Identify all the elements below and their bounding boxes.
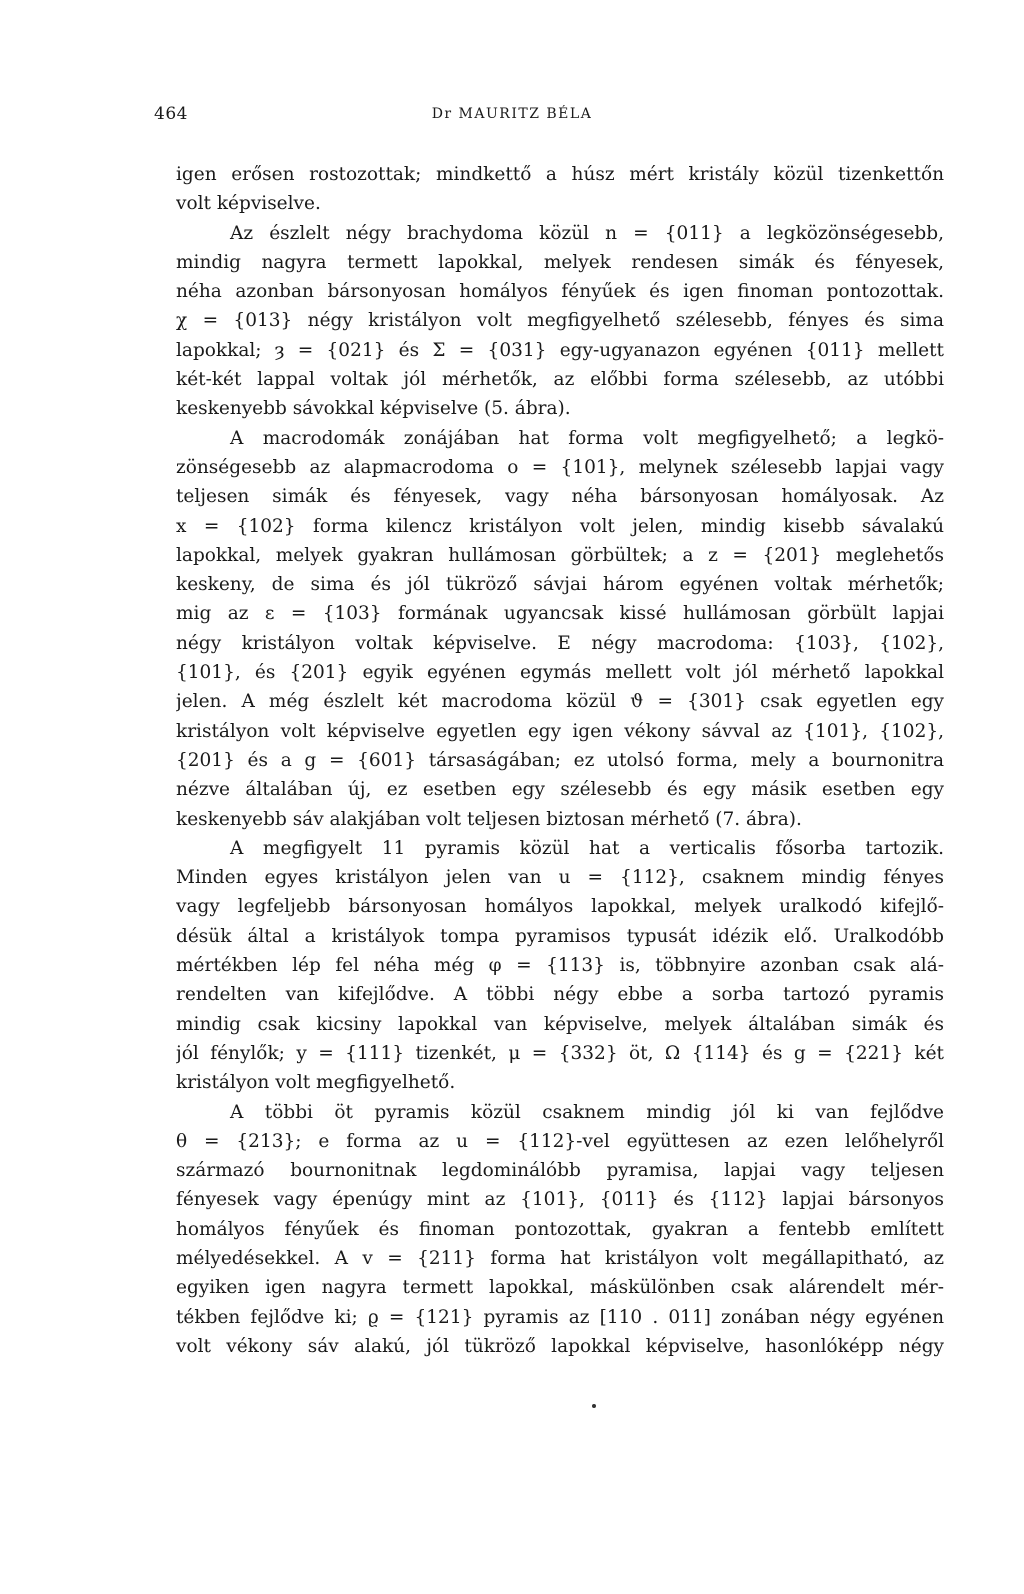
text-line: néha azonban bársonyosan homályos fényűek és igen finoman pontozottak. xyxy=(176,281,944,303)
text-line: keskenyebb sávokkal képviselve (5. ábra). xyxy=(176,398,571,420)
text-line: A megfigyelt 11 pyramis közül hat a verticalis fősorba tartozik. xyxy=(230,837,944,859)
text-line: désük által a kristályok tompa pyramisos typusát idézik elő. Uralkodóbb xyxy=(176,925,944,947)
text-line: rendelten van kifejlődve. A többi négy ebbe a sorba tartozó pyramis xyxy=(176,984,944,1006)
text-line: A macrodomák zonájában hat forma volt megfigyelhető; a legkö- xyxy=(230,427,944,449)
text-line: volt vékony sáv alakú, jól tükröző lapokkal képviselve, hasonlóképp négy xyxy=(176,1335,944,1357)
text-line: nézve általában új, ez esetben egy szélesebb és egy másik esetben egy xyxy=(176,779,944,801)
text-line: lapokkal; ȝ = {021} és Σ = {031} egy-ugyanazon egyénen {011} mellett xyxy=(176,339,944,361)
text-line: Az észlelt négy brachydoma közül n = {011} a legközönségesebb, xyxy=(230,222,944,244)
text-line: θ = {213}; e forma az u = {112}-vel együttesen az ezen lelőhelyről xyxy=(176,1130,944,1152)
text-line: keskenyebb sáv alakjában volt teljesen biztosan mérhető (7. ábra). xyxy=(176,808,802,830)
text-line: χ = {013} négy kristályon volt megfigyelhető szélesebb, fényes és sima xyxy=(176,310,944,332)
text-line: homályos fényűek és finoman pontozottak, gyakran a fentebb említett xyxy=(176,1218,944,1240)
text-line: négy kristályon voltak képviselve. E négy macrodoma: {103}, {102}, xyxy=(176,632,944,654)
text-line: igen erősen rostozottak; mindkettő a húsz mért kristály közül tizenkettőn xyxy=(176,164,944,185)
page-header xyxy=(0,104,1024,128)
text-line: fényesek vagy épenúgy mint az {101}, {011} és {112} lapjai bársonyos xyxy=(176,1189,944,1211)
text-line: mélyedésekkel. A v = {211} forma hat kristályon volt megállapitható, az xyxy=(176,1247,944,1269)
text-line: vagy legfeljebb bársonyosan homályos lapokkal, melyek uralkodó kifejlő- xyxy=(176,896,944,918)
page-number: 464 xyxy=(154,104,188,124)
text-line: volt képviselve. xyxy=(176,193,321,215)
text-line: két-két lappal voltak jól mérhetők, az előbbi forma szélesebb, az utóbbi xyxy=(176,369,944,391)
text-line: lapokkal, melyek gyakran hullámosan görbültek; a z = {201} meglehetős xyxy=(176,544,944,566)
text-line: mindig nagyra termett lapokkal, melyek rendesen simák és fényesek, xyxy=(176,251,944,273)
running-head: Dr MAURITZ BÉLA xyxy=(431,106,593,122)
text-line: x = {102} forma kilencz kristályon volt jelen, mindig kisebb sávalakú xyxy=(176,515,944,537)
text-line: keskeny, de sima és jól tükröző sávjai három egyénen voltak mérhetők; xyxy=(176,574,944,596)
text-line: jelen. A még észlelt két macrodoma közül ϑ = {301} csak egyetlen egy xyxy=(176,691,944,713)
text-line: {101}, és {201} egyik egyénen egymás mellett volt jól mérhető lapokkal xyxy=(176,662,944,684)
text-line: A többi öt pyramis közül csaknem mindig jól ki van fejlődve xyxy=(230,1101,944,1123)
text-line: jól fénylők; y = {111} tizenkét, μ = {332} öt, Ω {114} és g = {221} két xyxy=(176,1042,944,1064)
text-line: egyiken igen nagyra termett lapokkal, máskülönben csak alárendelt mér- xyxy=(176,1277,944,1299)
text-line: {201} és a g = {601} társaságában; ez utolsó forma, mely a bournonitra xyxy=(176,749,944,771)
text-line: zönségesebb az alapmacrodoma o = {101}, melynek szélesebb lapjai vagy xyxy=(176,456,944,478)
text-line: mindig csak kicsiny lapokkal van képviselve, melyek általában simák és xyxy=(176,1013,944,1035)
text-line: származó bournonitnak legdominálóbb pyramisa, lapjai vagy teljesen xyxy=(176,1160,944,1182)
text-line: kristályon volt megfigyelhető. xyxy=(176,1072,456,1094)
body-text xyxy=(176,160,944,1361)
text-line: tékben fejlődve ki; ϱ = {121} pyramis az [110 . 011] zonában négy egyénen xyxy=(176,1306,944,1328)
text-line: mig az ε = {103} formának ugyancsak kissé hullámosan görbült lapjai xyxy=(176,603,944,625)
stray-dot xyxy=(592,1404,596,1408)
text-line: mértékben lép fel néha még φ = {113} is, többnyire azonban csak alá- xyxy=(176,955,944,977)
text-line: kristályon volt képviselve egyetlen egy igen vékony sávval az {101}, {102}, xyxy=(176,720,944,742)
text-line: teljesen simák és fényesek, vagy néha bársonyosan homályosak. Az xyxy=(176,486,944,508)
text-line: Minden egyes kristályon jelen van u = {112}, csaknem mindig fényes xyxy=(176,867,944,889)
